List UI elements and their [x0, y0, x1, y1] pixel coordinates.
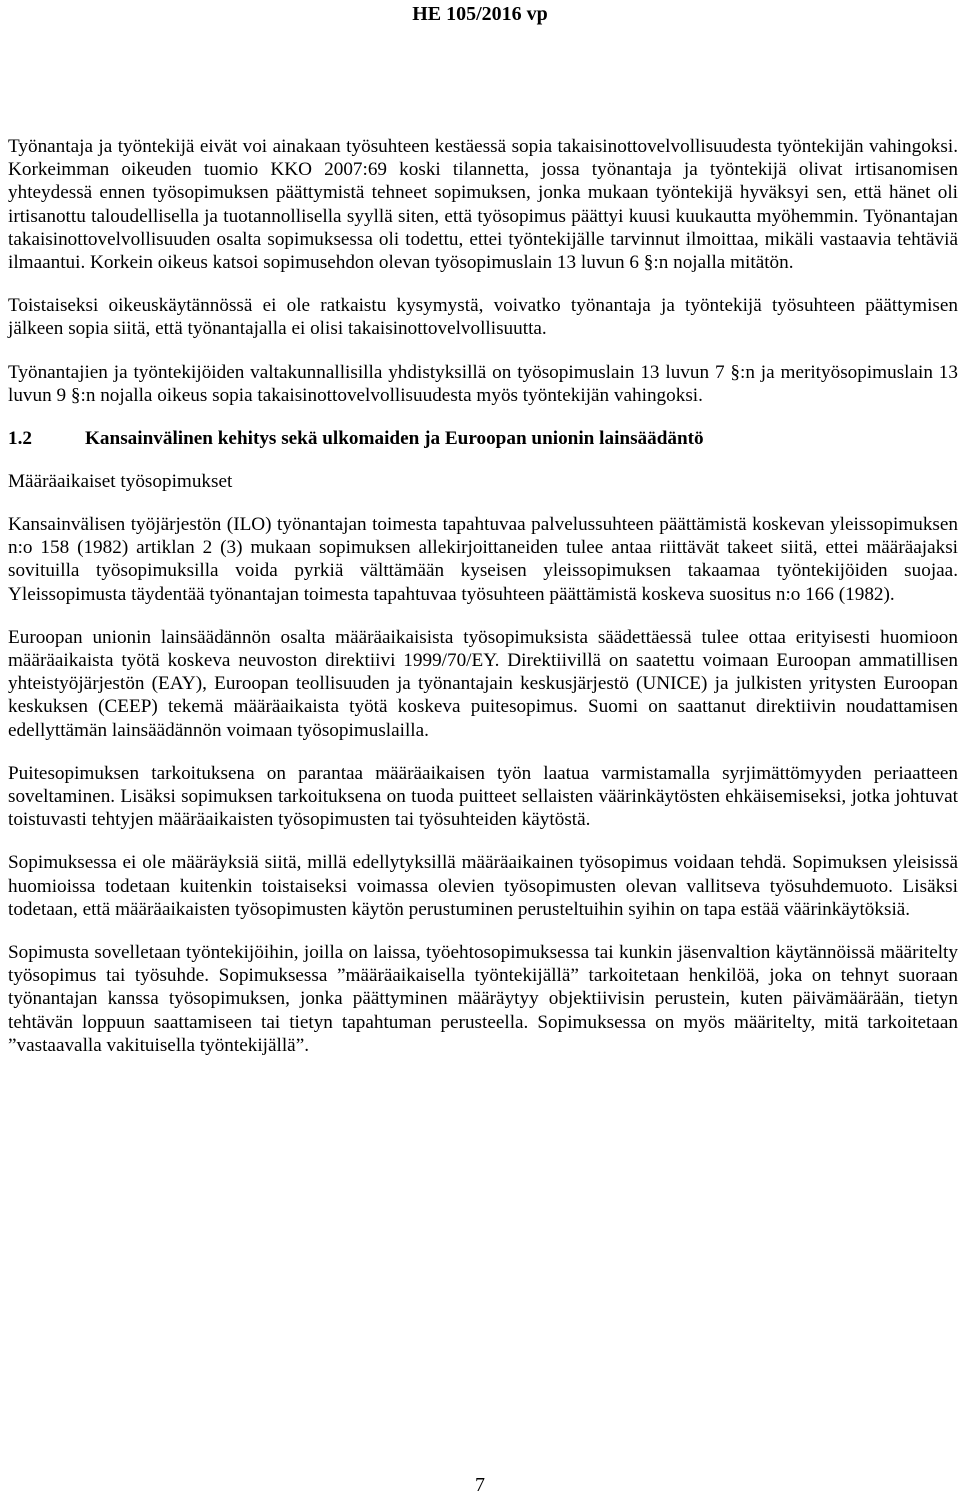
- body-paragraph: Toistaiseksi oikeuskäytännössä ei ole ratkaistu kysymystä, voivatko työnantaja ja työntekijä työsuhteen päättymisen jälkeen sopia siitä, että työnantajalla ei olisi takaisinottovelvollisuutta.: [8, 295, 958, 340]
- section-heading: [8, 427, 958, 450]
- subheading: Määräaikaiset työsopimukset: [8, 471, 233, 493]
- document-header: HE 105/2016 vp: [412, 3, 548, 25]
- body-paragraph: Euroopan unionin lainsäädännön osalta määräaikaisista työsopimuksista säädettäessä tulee ottaa erityisesti huomioon määräaikaista työtä koskeva neuvoston direktiivi 1999/70/EY. Direktiivillä on saatettu voimaan Euroopan ammatillisen yhteistyöjärjestön (EAY), Euroopan teollisuuden ja työnantajain keskusjärjestö (UNICE) ja julkisten yritysten Euroopan keskuksen (CEEP) tekemä määräaikaista työtä koskeva puitesopimus. Suomi on saattanut direktiivin noudattamisen edellyttämän lainsäädännön voimaan työsopimuslailla.: [8, 626, 958, 741]
- section-title: Kansainvälinen kehitys sekä ulkomaiden ja Euroopan unionin lainsäädäntö: [85, 428, 704, 450]
- document-body: [8, 135, 958, 1077]
- page-number: 7: [475, 1474, 485, 1496]
- body-paragraph: Työnantaja ja työntekijä eivät voi ainakaan työsuhteen kestäessä sopia takaisinottovelvollisuudesta työntekijän vahingoksi. Korkeimman oikeuden tuomio KKO 2007:69 koski tilannetta, jossa työnantaja ja työntekijä olivat irtisanomisen yhteydessä ennen työsopimuksen päättymistä tehneet sopimuksen, jonka mukaan työntekijä hyväksyi sen, että hänet oli irtisanottu taloudellisella ja tuotannollisella syyllä siten, että työsopimus päättyi kuusi kuukautta myöhemmin. Työnantajan takaisinottovelvollisuuden osalta sopimuksessa oli todettu, ettei työntekijälle tarvinnut ilmoittaa, mikäli vastaavia tehtäviä ilmaantui. Korkein oikeus katsoi sopimusehdon olevan työsopimuslain 13 luvun 6 §:n nojalla mitätön.: [8, 136, 958, 274]
- body-paragraph: Puitesopimuksen tarkoituksena on parantaa määräaikaisen työn laatua varmistamalla syrjimättömyyden periaatteen soveltaminen. Lisäksi sopimuksen tarkoituksena on tuoda puitteet sellaisten väärinkäytösten ehkäisemiseksi, jotka johtuvat toistuvasti tehtyjen määräaikaisten työsopimusten tai työsuhteiden käytöstä.: [8, 762, 958, 831]
- body-paragraph: Työnantajien ja työntekijöiden valtakunnallisilla yhdistyksillä on työsopimuslain 13 luvun 7 §:n ja merityösopimuslain 13 luvun 9 §:n nojalla oikeus sopia takaisinottovelvollisuudesta myös työntekijän vahingoksi.: [8, 361, 958, 406]
- body-paragraph: Kansainvälisen työjärjestön (ILO) työnantajan toimesta tapahtuvaa palvelussuhteen päättämistä koskevan yleissopimuksen n:o 158 (1982) artiklan 2 (3) mukaan sopimuksen allekirjoittaneiden tulee antaa riittävät takeet siitä, ettei määräajaksi sovituilla työsopimuksilla voida pyrkiä välttämään kyseisen yleissopimuksen takaamaa työntekijöiden suojaa. Yleissopimusta täydentää työnantajan toimesta tapahtuvaa työsuhteen päättämistä koskeva suositus n:o 166 (1982).: [8, 514, 958, 605]
- body-paragraph: Sopimuksessa ei ole määräyksiä siitä, millä edellytyksillä määräaikainen työsopimus voidaan tehdä. Sopimuksen yleisissä huomioissa todetaan kuitenkin toistaiseksi voimassa olevien työsopimusten olevan vallitseva työsuhdemuoto. Lisäksi todetaan, että määräaikaisten työsopimusten käytön perustuminen perusteltuihin syihin on tapa estää väärinkäytöksiä.: [8, 852, 958, 920]
- section-number: 1.2: [8, 428, 32, 450]
- body-paragraph: Sopimusta sovelletaan työntekijöihin, joilla on laissa, työehtosopimuksessa tai kunkin jäsenvaltion käytännöissä määritelty työsopimus tai työsuhde. Sopimuksessa ”määräaikaisella työntekijällä” tarkoitetaan henkilöä, joka on tehnyt suoraan työnantajan kanssa työsopimuksen, jonka päättyminen määräytyy objektiivisin perustein, kuten päivämäärään, tietyn tehtävän loppuun saattamiseen tai tietyn tapahtuman perusteella. Sopimuksessa on myös määritelty, mitä tarkoitetaan ”vastaavalla vakituisella työntekijällä”.: [8, 942, 958, 1056]
